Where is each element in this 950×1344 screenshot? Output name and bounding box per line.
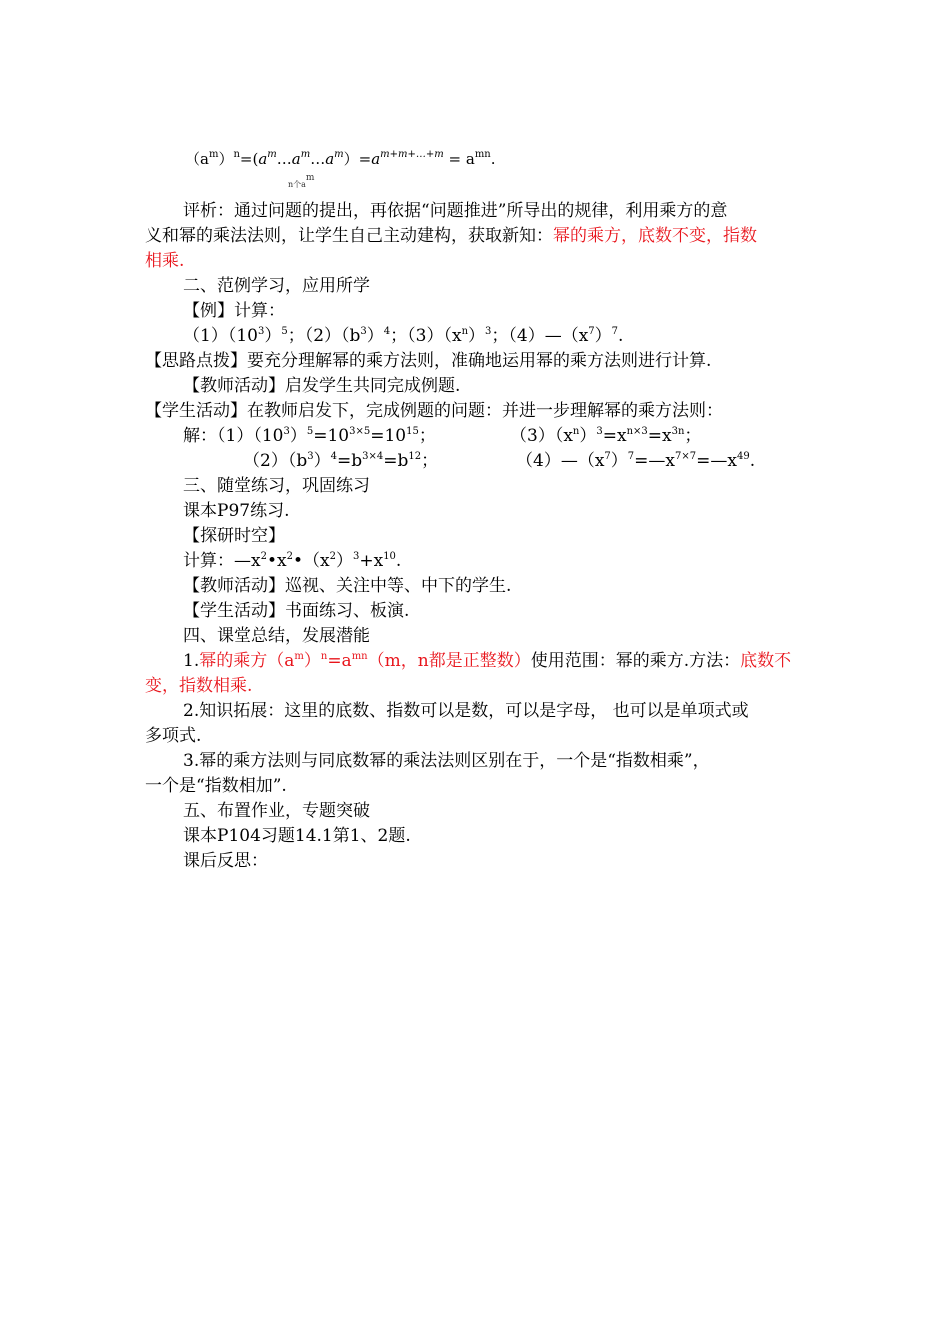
student-activity-1: 【学生活动】在教师启发下，完成例题的问题：并进一步理解幂的乘方法则： [145,401,723,421]
solution-2: $(2)(b^3)^4=b^{3\times 4}=b^{12}$； [243,451,439,471]
summary-item-3: 3.幂的乘方法则与同底数幂的乘法法则区别在于，一个是“指数相乘”， [183,751,710,771]
example-label: 【例】计算： [183,301,285,321]
power-formula: $(a^m)^n=(a^m\dots a^m\dots a^m)=a^{m+m+\dots+m} = a^{mn}$. [185,149,496,168]
student-activity-2: 【学生活动】书面练习、板演. [183,601,410,621]
comment-line-1: 评析：通过问题的提出，再依据“问题推进”所导出的规律，利用乘方的意 [183,201,728,221]
section-5-title: 五、布置作业，专题突破 [183,801,370,821]
solution-3: $(3)(x^n)^3=x^{n\times 3}=x^{3n}$； [510,426,702,446]
section-4-title: 四、课堂总结，发展潜能 [183,626,370,646]
homework-text: 课本P104习题14.1第1、2题. [183,826,411,846]
explore-label: 【探研时空】 [183,526,285,546]
section-3-title: 三、随堂练习，巩固练习 [183,476,370,496]
example-items: $(1)(10^3)^5$；$(2)(b^3)^4$；$(3)(x^n)^3$；$(4)—(x^7)^7$. [183,326,624,346]
section-2-title: 二、范例学习，应用所学 [183,276,370,296]
summary-item-1: 1.幂的乘方$(a^m)^n=a^{mn}(m$，n都是正整数）使用范围：幂的乘方.方法：底数不 [183,651,792,671]
comment-line-3: 相乘. [145,251,185,271]
summary-item-1-cont: 变，指数相乘. [145,676,253,696]
solution-1: 解：$(1)(10^3)^5=10^{3\times 5}=10^{15}$； [183,426,436,446]
summary-item-3-cont: 一个是“指数相加”. [145,776,287,796]
brace-label-bottom: n个$a^m$ [288,173,315,189]
hint-line: 【思路点拨】要充分理解幂的乘方法则，准确地运用幂的乘方法则进行计算. [145,351,712,371]
summary-item-2-cont: 多项式. [145,726,202,746]
comment-line-2: 义和幂的乘法法则，让学生自己主动建构，获取新知：幂的乘方，底数不变，指数 [145,226,757,246]
summary-item-2: 2.知识拓展：这里的底数、指数可以是数，可以是字母， 也可以是单项式或 [183,701,749,721]
solution-4: $(4)—(x^7)^7=—x^{7\times 7}=—x^{49}$. [516,451,756,471]
teacher-activity-1: 【教师活动】启发学生共同完成例题. [183,376,461,396]
explore-calc: 计算：$—x^2•x^2•(x^2)^3+x^{10}$. [183,551,402,571]
practice-text: 课本P97练习. [183,501,290,521]
reflection-label: 课后反思： [183,851,268,871]
teacher-activity-2: 【教师活动】巡视、关注中等、中下的学生. [183,576,512,596]
